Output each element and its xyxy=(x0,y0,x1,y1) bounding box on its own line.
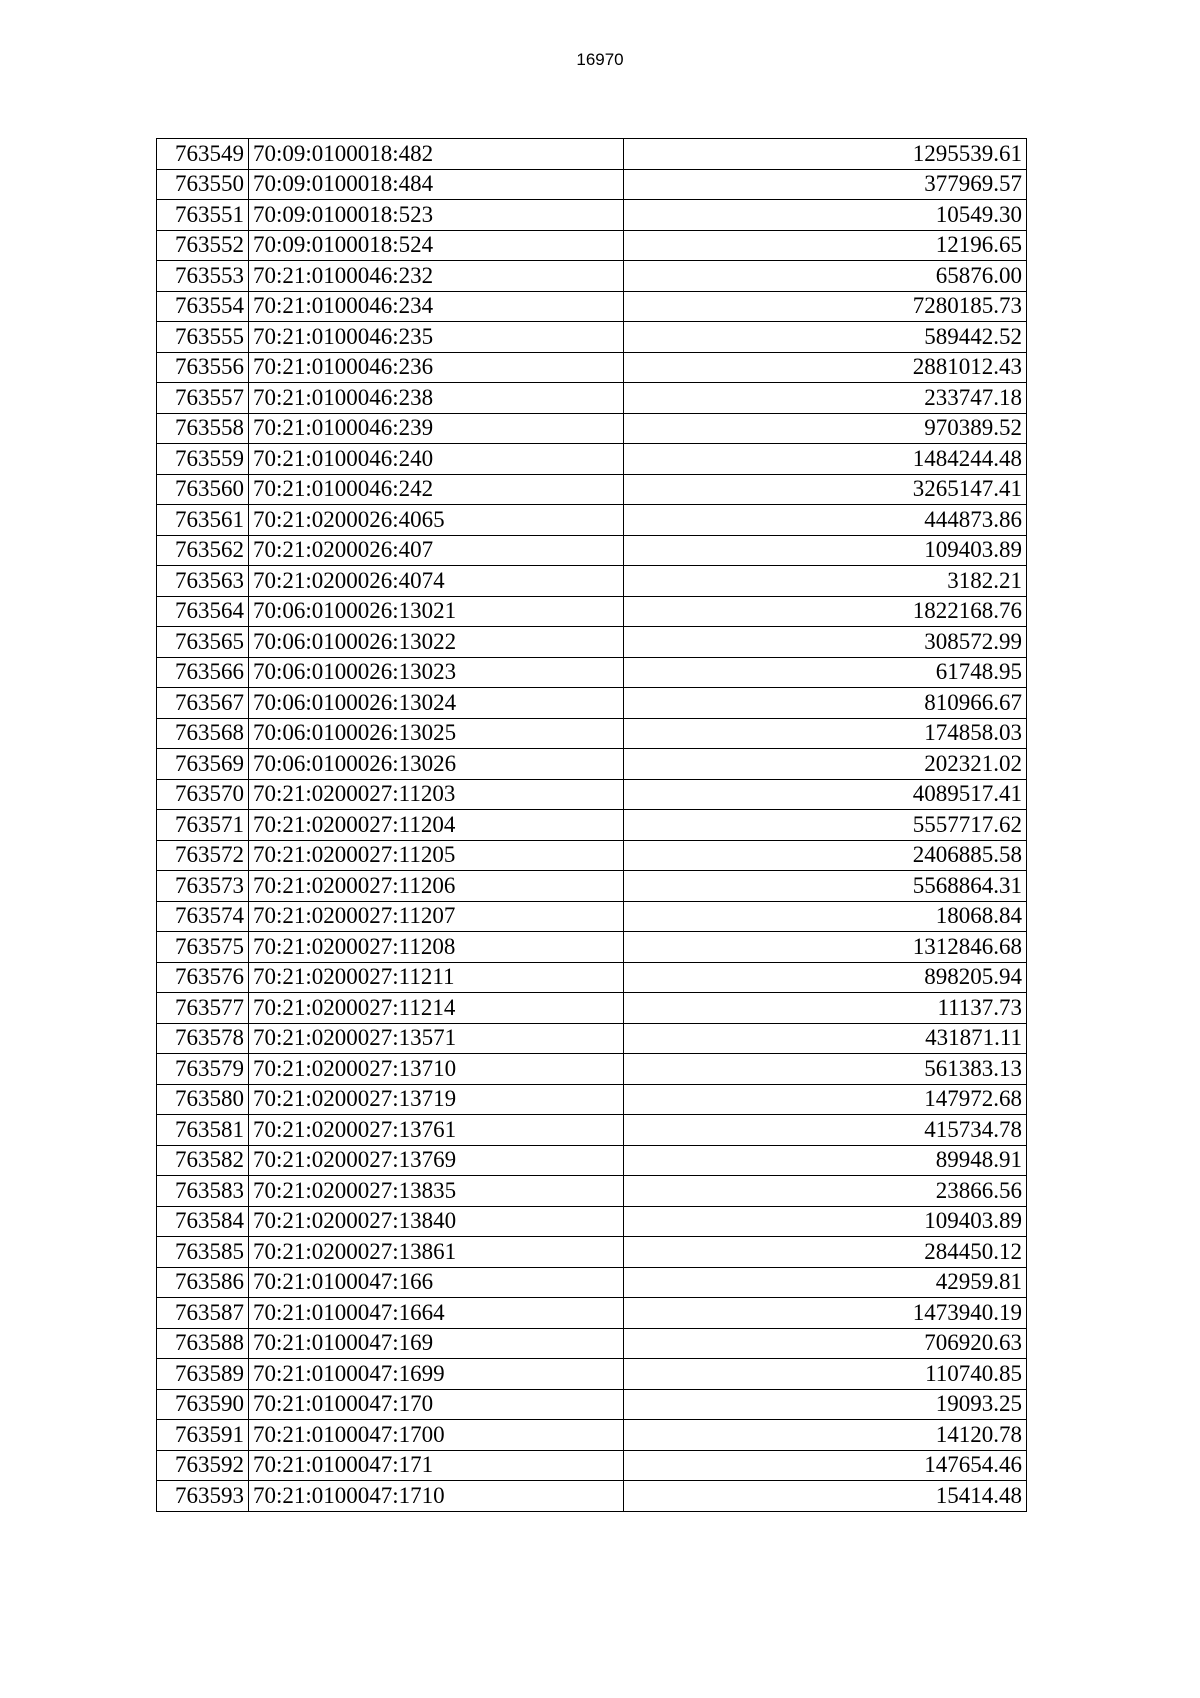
cadastral-value-cell: 110740.85 xyxy=(624,1359,1027,1390)
row-number-cell: 763577 xyxy=(157,993,249,1024)
cadastral-value-cell: 4089517.41 xyxy=(624,779,1027,810)
cadastral-number-cell: 70:21:0200027:11204 xyxy=(249,810,624,841)
row-number-cell: 763584 xyxy=(157,1206,249,1237)
cadastral-value-cell: 202321.02 xyxy=(624,749,1027,780)
row-number-cell: 763576 xyxy=(157,962,249,993)
table-row xyxy=(157,657,1027,688)
row-number-cell: 763588 xyxy=(157,1328,249,1359)
cadastral-number-cell: 70:21:0100046:236 xyxy=(249,352,624,383)
cadastral-value-cell: 10549.30 xyxy=(624,200,1027,231)
table-row xyxy=(157,291,1027,322)
row-number-cell: 763570 xyxy=(157,779,249,810)
cadastral-value-cell: 174858.03 xyxy=(624,718,1027,749)
table-row xyxy=(157,169,1027,200)
table-row xyxy=(157,444,1027,475)
table-row xyxy=(157,627,1027,658)
row-number-cell: 763579 xyxy=(157,1054,249,1085)
cadastral-value-cell: 1822168.76 xyxy=(624,596,1027,627)
table-row xyxy=(157,779,1027,810)
cadastral-number-cell: 70:21:0100046:240 xyxy=(249,444,624,475)
row-number-cell: 763568 xyxy=(157,718,249,749)
cadastral-value-cell: 1312846.68 xyxy=(624,932,1027,963)
table-row xyxy=(157,1145,1027,1176)
table-row xyxy=(157,230,1027,261)
cadastral-value-cell: 109403.89 xyxy=(624,535,1027,566)
table-row xyxy=(157,1206,1027,1237)
table-row xyxy=(157,688,1027,719)
table-row xyxy=(157,1267,1027,1298)
cadastral-number-cell: 70:21:0100047:171 xyxy=(249,1450,624,1481)
cadastral-value-cell: 444873.86 xyxy=(624,505,1027,536)
cadastral-number-cell: 70:21:0200027:13840 xyxy=(249,1206,624,1237)
cadastral-number-cell: 70:09:0100018:482 xyxy=(249,139,624,170)
row-number-cell: 763565 xyxy=(157,627,249,658)
row-number-cell: 763550 xyxy=(157,169,249,200)
row-number-cell: 763575 xyxy=(157,932,249,963)
table-row xyxy=(157,383,1027,414)
cadastral-number-cell: 70:06:0100026:13023 xyxy=(249,657,624,688)
cadastral-number-cell: 70:09:0100018:484 xyxy=(249,169,624,200)
cadastral-value-cell: 308572.99 xyxy=(624,627,1027,658)
row-number-cell: 763578 xyxy=(157,1023,249,1054)
cadastral-value-cell: 1473940.19 xyxy=(624,1298,1027,1329)
row-number-cell: 763567 xyxy=(157,688,249,719)
row-number-cell: 763561 xyxy=(157,505,249,536)
cadastral-value-cell: 65876.00 xyxy=(624,261,1027,292)
cadastral-value-cell: 5568864.31 xyxy=(624,871,1027,902)
cadastral-number-cell: 70:21:0100047:166 xyxy=(249,1267,624,1298)
cadastral-value-cell: 19093.25 xyxy=(624,1389,1027,1420)
table-row xyxy=(157,1481,1027,1512)
row-number-cell: 763580 xyxy=(157,1084,249,1115)
cadastral-number-cell: 70:21:0200027:13571 xyxy=(249,1023,624,1054)
table-row xyxy=(157,352,1027,383)
cadastral-number-cell: 70:21:0100047:1700 xyxy=(249,1420,624,1451)
cadastral-number-cell: 70:21:0100047:170 xyxy=(249,1389,624,1420)
cadastral-value-cell: 147654.46 xyxy=(624,1450,1027,1481)
cadastral-number-cell: 70:21:0100046:238 xyxy=(249,383,624,414)
row-number-cell: 763590 xyxy=(157,1389,249,1420)
table-body xyxy=(157,139,1027,1512)
table-row xyxy=(157,505,1027,536)
row-number-cell: 763573 xyxy=(157,871,249,902)
row-number-cell: 763562 xyxy=(157,535,249,566)
table-row xyxy=(157,1054,1027,1085)
cadastral-number-cell: 70:06:0100026:13026 xyxy=(249,749,624,780)
cadastral-number-cell: 70:21:0200027:13861 xyxy=(249,1237,624,1268)
cadastral-value-cell: 147972.68 xyxy=(624,1084,1027,1115)
cadastral-number-cell: 70:21:0200027:11207 xyxy=(249,901,624,932)
row-number-cell: 763558 xyxy=(157,413,249,444)
cadastral-number-cell: 70:21:0100046:232 xyxy=(249,261,624,292)
row-number-cell: 763566 xyxy=(157,657,249,688)
cadastral-number-cell: 70:21:0200027:13761 xyxy=(249,1115,624,1146)
row-number-cell: 763586 xyxy=(157,1267,249,1298)
row-number-cell: 763589 xyxy=(157,1359,249,1390)
cadastral-value-cell: 3182.21 xyxy=(624,566,1027,597)
row-number-cell: 763554 xyxy=(157,291,249,322)
cadastral-number-cell: 70:21:0200027:13835 xyxy=(249,1176,624,1207)
table-row xyxy=(157,1298,1027,1329)
table-row xyxy=(157,1359,1027,1390)
cadastral-value-cell: 561383.13 xyxy=(624,1054,1027,1085)
table-row xyxy=(157,810,1027,841)
cadastral-value-table xyxy=(156,138,1027,1512)
cadastral-value-cell: 810966.67 xyxy=(624,688,1027,719)
row-number-cell: 763564 xyxy=(157,596,249,627)
row-number-cell: 763574 xyxy=(157,901,249,932)
table-row xyxy=(157,566,1027,597)
cadastral-number-cell: 70:21:0100046:235 xyxy=(249,322,624,353)
cadastral-number-cell: 70:21:0200026:4074 xyxy=(249,566,624,597)
cadastral-value-cell: 431871.11 xyxy=(624,1023,1027,1054)
cadastral-number-cell: 70:21:0100047:1664 xyxy=(249,1298,624,1329)
cadastral-number-cell: 70:21:0200026:4065 xyxy=(249,505,624,536)
row-number-cell: 763556 xyxy=(157,352,249,383)
table-row xyxy=(157,749,1027,780)
cadastral-value-cell: 284450.12 xyxy=(624,1237,1027,1268)
cadastral-number-cell: 70:21:0100046:234 xyxy=(249,291,624,322)
row-number-cell: 763549 xyxy=(157,139,249,170)
table-row xyxy=(157,1389,1027,1420)
row-number-cell: 763582 xyxy=(157,1145,249,1176)
row-number-cell: 763587 xyxy=(157,1298,249,1329)
cadastral-value-cell: 23866.56 xyxy=(624,1176,1027,1207)
row-number-cell: 763560 xyxy=(157,474,249,505)
row-number-cell: 763593 xyxy=(157,1481,249,1512)
cadastral-value-cell: 109403.89 xyxy=(624,1206,1027,1237)
cadastral-number-cell: 70:21:0200027:11211 xyxy=(249,962,624,993)
cadastral-value-cell: 7280185.73 xyxy=(624,291,1027,322)
table-row xyxy=(157,596,1027,627)
cadastral-value-cell: 970389.52 xyxy=(624,413,1027,444)
cadastral-value-cell: 2881012.43 xyxy=(624,352,1027,383)
table-row xyxy=(157,1115,1027,1146)
cadastral-number-cell: 70:21:0200026:407 xyxy=(249,535,624,566)
table-row xyxy=(157,1176,1027,1207)
table-row xyxy=(157,840,1027,871)
cadastral-number-cell: 70:21:0200027:11214 xyxy=(249,993,624,1024)
cadastral-number-cell: 70:21:0200027:11208 xyxy=(249,932,624,963)
table-row xyxy=(157,1084,1027,1115)
cadastral-value-cell: 15414.48 xyxy=(624,1481,1027,1512)
row-number-cell: 763583 xyxy=(157,1176,249,1207)
cadastral-number-cell: 70:21:0200027:11206 xyxy=(249,871,624,902)
cadastral-value-cell: 42959.81 xyxy=(624,1267,1027,1298)
table-row xyxy=(157,1328,1027,1359)
row-number-cell: 763572 xyxy=(157,840,249,871)
cadastral-number-cell: 70:21:0100047:1710 xyxy=(249,1481,624,1512)
row-number-cell: 763555 xyxy=(157,322,249,353)
cadastral-value-cell: 233747.18 xyxy=(624,383,1027,414)
table-row xyxy=(157,962,1027,993)
cadastral-value-cell: 1295539.61 xyxy=(624,139,1027,170)
page-number: 16970 xyxy=(576,50,624,69)
row-number-cell: 763551 xyxy=(157,200,249,231)
row-number-cell: 763571 xyxy=(157,810,249,841)
table-row xyxy=(157,1450,1027,1481)
table-row xyxy=(157,139,1027,170)
cadastral-number-cell: 70:21:0100047:169 xyxy=(249,1328,624,1359)
cadastral-number-cell: 70:06:0100026:13025 xyxy=(249,718,624,749)
cadastral-value-cell: 415734.78 xyxy=(624,1115,1027,1146)
table-row xyxy=(157,535,1027,566)
row-number-cell: 763559 xyxy=(157,444,249,475)
cadastral-value-cell: 18068.84 xyxy=(624,901,1027,932)
cadastral-value-cell: 14120.78 xyxy=(624,1420,1027,1451)
cadastral-number-cell: 70:09:0100018:524 xyxy=(249,230,624,261)
row-number-cell: 763552 xyxy=(157,230,249,261)
table-row xyxy=(157,932,1027,963)
cadastral-value-cell: 377969.57 xyxy=(624,169,1027,200)
table-row xyxy=(157,474,1027,505)
cadastral-number-cell: 70:21:0100047:1699 xyxy=(249,1359,624,1390)
cadastral-value-cell: 3265147.41 xyxy=(624,474,1027,505)
table-row xyxy=(157,993,1027,1024)
row-number-cell: 763591 xyxy=(157,1420,249,1451)
row-number-cell: 763585 xyxy=(157,1237,249,1268)
row-number-cell: 763557 xyxy=(157,383,249,414)
cadastral-value-cell: 89948.91 xyxy=(624,1145,1027,1176)
row-number-cell: 763553 xyxy=(157,261,249,292)
table-row xyxy=(157,1237,1027,1268)
cadastral-value-cell: 5557717.62 xyxy=(624,810,1027,841)
cadastral-number-cell: 70:21:0200027:13719 xyxy=(249,1084,624,1115)
cadastral-value-cell: 61748.95 xyxy=(624,657,1027,688)
cadastral-value-cell: 1484244.48 xyxy=(624,444,1027,475)
table-row xyxy=(157,901,1027,932)
cadastral-value-cell: 12196.65 xyxy=(624,230,1027,261)
cadastral-value-cell: 706920.63 xyxy=(624,1328,1027,1359)
row-number-cell: 763581 xyxy=(157,1115,249,1146)
cadastral-number-cell: 70:06:0100026:13022 xyxy=(249,627,624,658)
table-row xyxy=(157,718,1027,749)
row-number-cell: 763569 xyxy=(157,749,249,780)
cadastral-value-cell: 2406885.58 xyxy=(624,840,1027,871)
cadastral-number-cell: 70:06:0100026:13024 xyxy=(249,688,624,719)
cadastral-value-cell: 898205.94 xyxy=(624,962,1027,993)
table-row xyxy=(157,1420,1027,1451)
cadastral-number-cell: 70:21:0200027:13710 xyxy=(249,1054,624,1085)
table-row xyxy=(157,1023,1027,1054)
table-row xyxy=(157,871,1027,902)
cadastral-number-cell: 70:09:0100018:523 xyxy=(249,200,624,231)
table-row xyxy=(157,261,1027,292)
cadastral-number-cell: 70:21:0200027:13769 xyxy=(249,1145,624,1176)
cadastral-number-cell: 70:21:0100046:242 xyxy=(249,474,624,505)
row-number-cell: 763563 xyxy=(157,566,249,597)
cadastral-number-cell: 70:06:0100026:13021 xyxy=(249,596,624,627)
cadastral-value-cell: 11137.73 xyxy=(624,993,1027,1024)
cadastral-number-cell: 70:21:0200027:11203 xyxy=(249,779,624,810)
row-number-cell: 763592 xyxy=(157,1450,249,1481)
cadastral-number-cell: 70:21:0200027:11205 xyxy=(249,840,624,871)
cadastral-value-cell: 589442.52 xyxy=(624,322,1027,353)
cadastral-number-cell: 70:21:0100046:239 xyxy=(249,413,624,444)
table-row xyxy=(157,200,1027,231)
table-row xyxy=(157,322,1027,353)
table-row xyxy=(157,413,1027,444)
